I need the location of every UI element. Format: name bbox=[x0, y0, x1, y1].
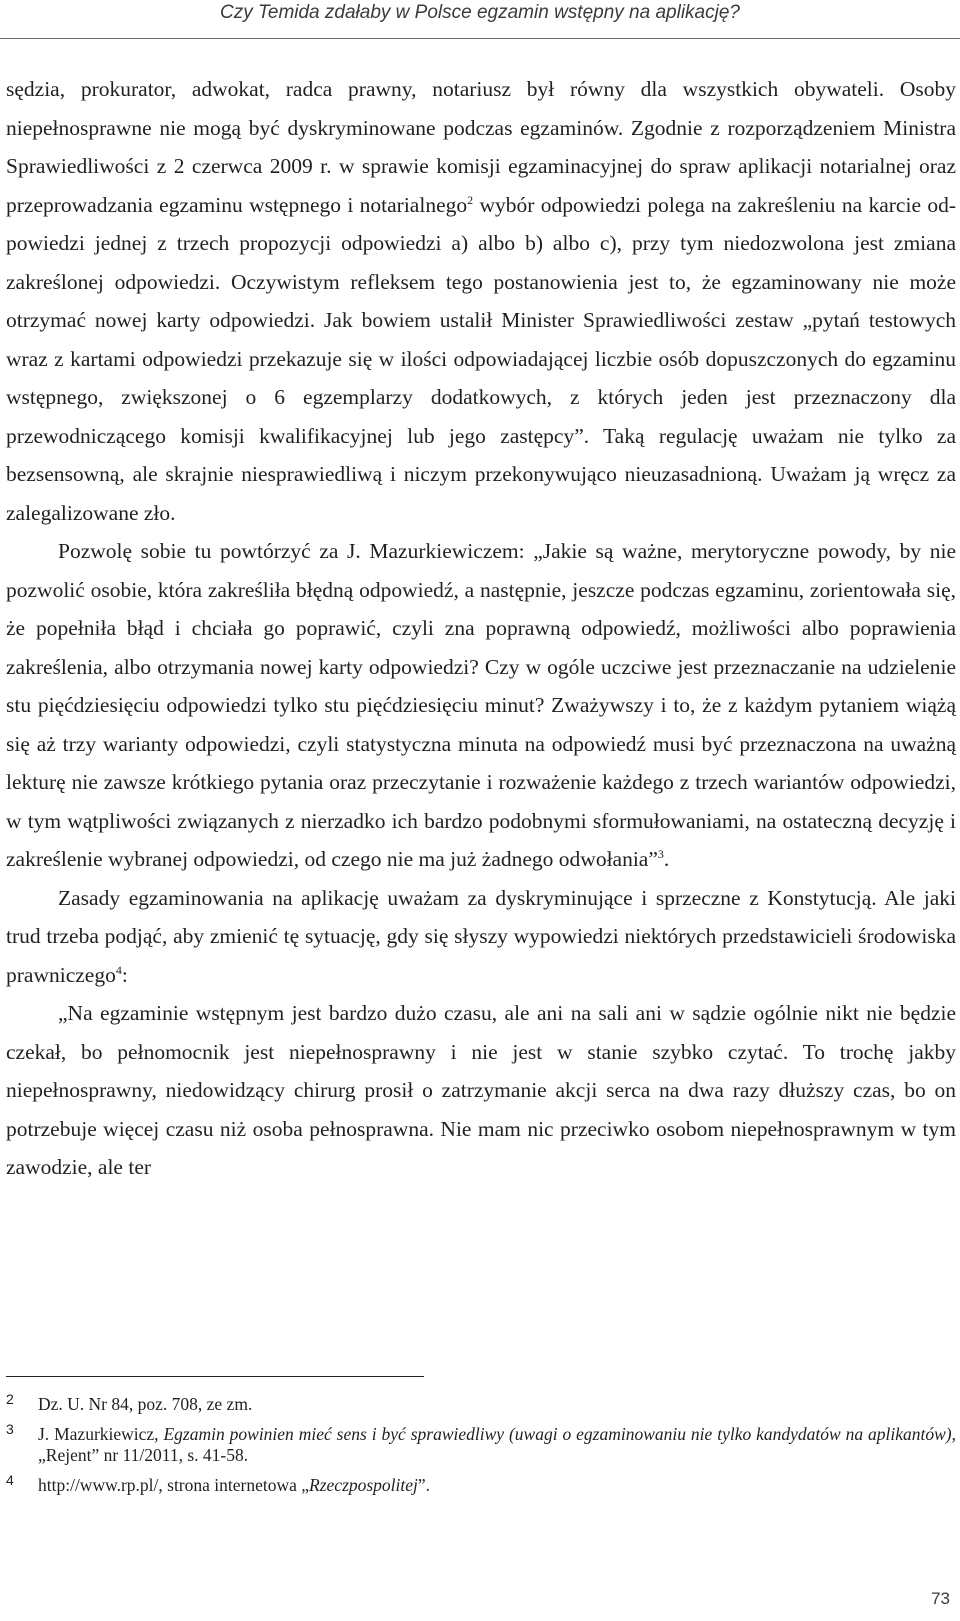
footnote-4 bbox=[6, 1472, 956, 1496]
footnotes bbox=[6, 1391, 956, 1505]
footnote-ref-3[interactable]: 3 bbox=[657, 846, 664, 861]
footnote-number: 2 bbox=[6, 1391, 14, 1407]
paragraph-3: Zasady egzaminowania na aplikację uważam za dyskryminujące i sprzeczne z Konstytucją. Ale jaki trud trzeba podjąć, aby zmienić tę sytuację, gdy się słyszy wypowiedzi niektórych przedstawicieli środowiska prawniczego$^4$: bbox=[6, 885, 956, 987]
footnote-number: 4 bbox=[6, 1472, 14, 1488]
footnote-text: J. Mazurkiewicz, Egzamin powinien mieć sens i być sprawiedliwy (uwagi o egzaminowaniu nie tylko kandydatów na aplikantów), „Rejent” nr 11/2011, s. 41-58. bbox=[38, 1424, 956, 1465]
header-divider bbox=[0, 38, 960, 39]
footnote-text: http://www.rp.pl/, strona internetowa „Rzeczpospolitej”. bbox=[38, 1475, 431, 1495]
footnote-number: 3 bbox=[6, 1421, 14, 1437]
running-header: Czy Temida zdałaby w Polsce egzamin wstępny na aplikację? bbox=[220, 2, 740, 23]
paragraph-4-quote: „Na egzaminie wstępnym jest bardzo dużo czasu, ale ani na sali ani w sądzie ogólnie nikt nie będzie czekał, bo pełnomocnik jest niepełnosprawny i nie jest w stanie szybko czytać. To trochę jakby niepełnosprawny, niedowidzący chirurg prosił o zatrzymanie akcji serca na dwa razy dłuższy czas, bo on potrzebuje więcej czasu niż osoba pełnosprawna. Nie mam nic przeciwko osobom niepełnosprawnym w tym zawodzie, ale ter bbox=[6, 1001, 956, 1179]
footnote-link[interactable]: http://www.rp.pl/, strona internetowa „ bbox=[38, 1475, 310, 1495]
main-text bbox=[6, 70, 956, 1187]
cited-title: Egzamin powinien mieć sens i być sprawiedliwy (uwagi o egzaminowaniu nie tylko kandydatów na aplikantów) bbox=[163, 1424, 952, 1444]
footnote-divider bbox=[6, 1376, 424, 1377]
footnote-2 bbox=[6, 1391, 956, 1415]
footnote-text: Dz. U. Nr 84, poz. 708, ze zm. bbox=[38, 1394, 253, 1414]
paragraph-1: sędzia, prokurator, adwokat, radca prawny, notariusz był równy dla wszystkich obywateli. Osoby niepełnosprawne nie mogą być dyskryminowane podczas egzaminów. Zgodnie z rozporządzeniem Ministra Sprawiedliwości z 2 czerwca 2009 r. w sprawie komisji egzaminacyjnej do spraw aplikacji notarialnej oraz przeprowadzania egzaminu wstępnego i notarialnego$^2$ wybór odpowiedzi polega na zakreśleniu na karcie odpowiedzi jednej z trzech propozycji odpowiedzi a) albo b) albo c), przy tym niedozwolona jest zmiana zakreślonej odpowiedzi. Oczywistym refleksem tego postanowienia jest to, że egzaminowany nie może otrzymać nowej karty odpowiedzi. Jak bowiem ustalił Minister Sprawiedliwości zestaw „pytań testowych wraz z kartami odpowiedzi przekazuje się w ilości odpowiadającej liczbie osób dopuszczonych do egzaminu wstępnego, zwiększonej o 6 egzemplarzy dodatkowych, z których jeden jest przeznaczony dla przewodniczącego komisji kwalifikacyjnej lub jego zastępcy”. Taką regulację uważam nie tylko za bezsensowną, ale skrajnie niesprawiedliwą i niczym przekonywująco nieuzasadnioną. Uważam ją wręcz za zalegalizowane zło. bbox=[6, 77, 956, 525]
footnote-ref-2[interactable]: 2 bbox=[467, 192, 474, 207]
page-number: 73 bbox=[931, 1589, 950, 1608]
cited-title: Rzeczpospolitej bbox=[309, 1475, 418, 1495]
footnote-ref-4[interactable]: 4 bbox=[115, 962, 122, 977]
footnote-3 bbox=[6, 1421, 956, 1466]
paragraph-2: Pozwolę sobie tu powtórzyć za J. Mazurkiewiczem: „Jakie są ważne, merytoryczne powody, by nie pozwolić osobie, która zakreśliła błędną odpowiedź, a następnie, jeszcze podczas egzaminu, zorientowała się, że popełniła błąd i chciała go poprawić, czyli zna poprawną odpowiedź, możliwości albo poprawienia zakreślenia, albo otrzymania nowej karty odpowiedzi? Czy w ogóle uczciwe jest przeznaczanie na udzielenie stu pięćdziesięciu odpowiedzi tylko stu pięćdziesięciu minut? Zważywszy i to, że z każdym pytaniem wiążą się aż trzy warianty odpowiedzi, czyli statystyczna minuta na odpowiedź musi być przeznaczona na uważną lekturę nie zawsze krótkiego pytania oraz przeczytanie i rozważenie każdego z trzech wariantów odpowiedzi, w tym wątpliwości związanych z nierzadko ich bardzo podobnymi sformułowaniami, na ostateczną decyzję i zakreślenie wybranej odpowiedzi, od czego nie ma już żadnego odwołania”$^3$. bbox=[6, 539, 956, 871]
